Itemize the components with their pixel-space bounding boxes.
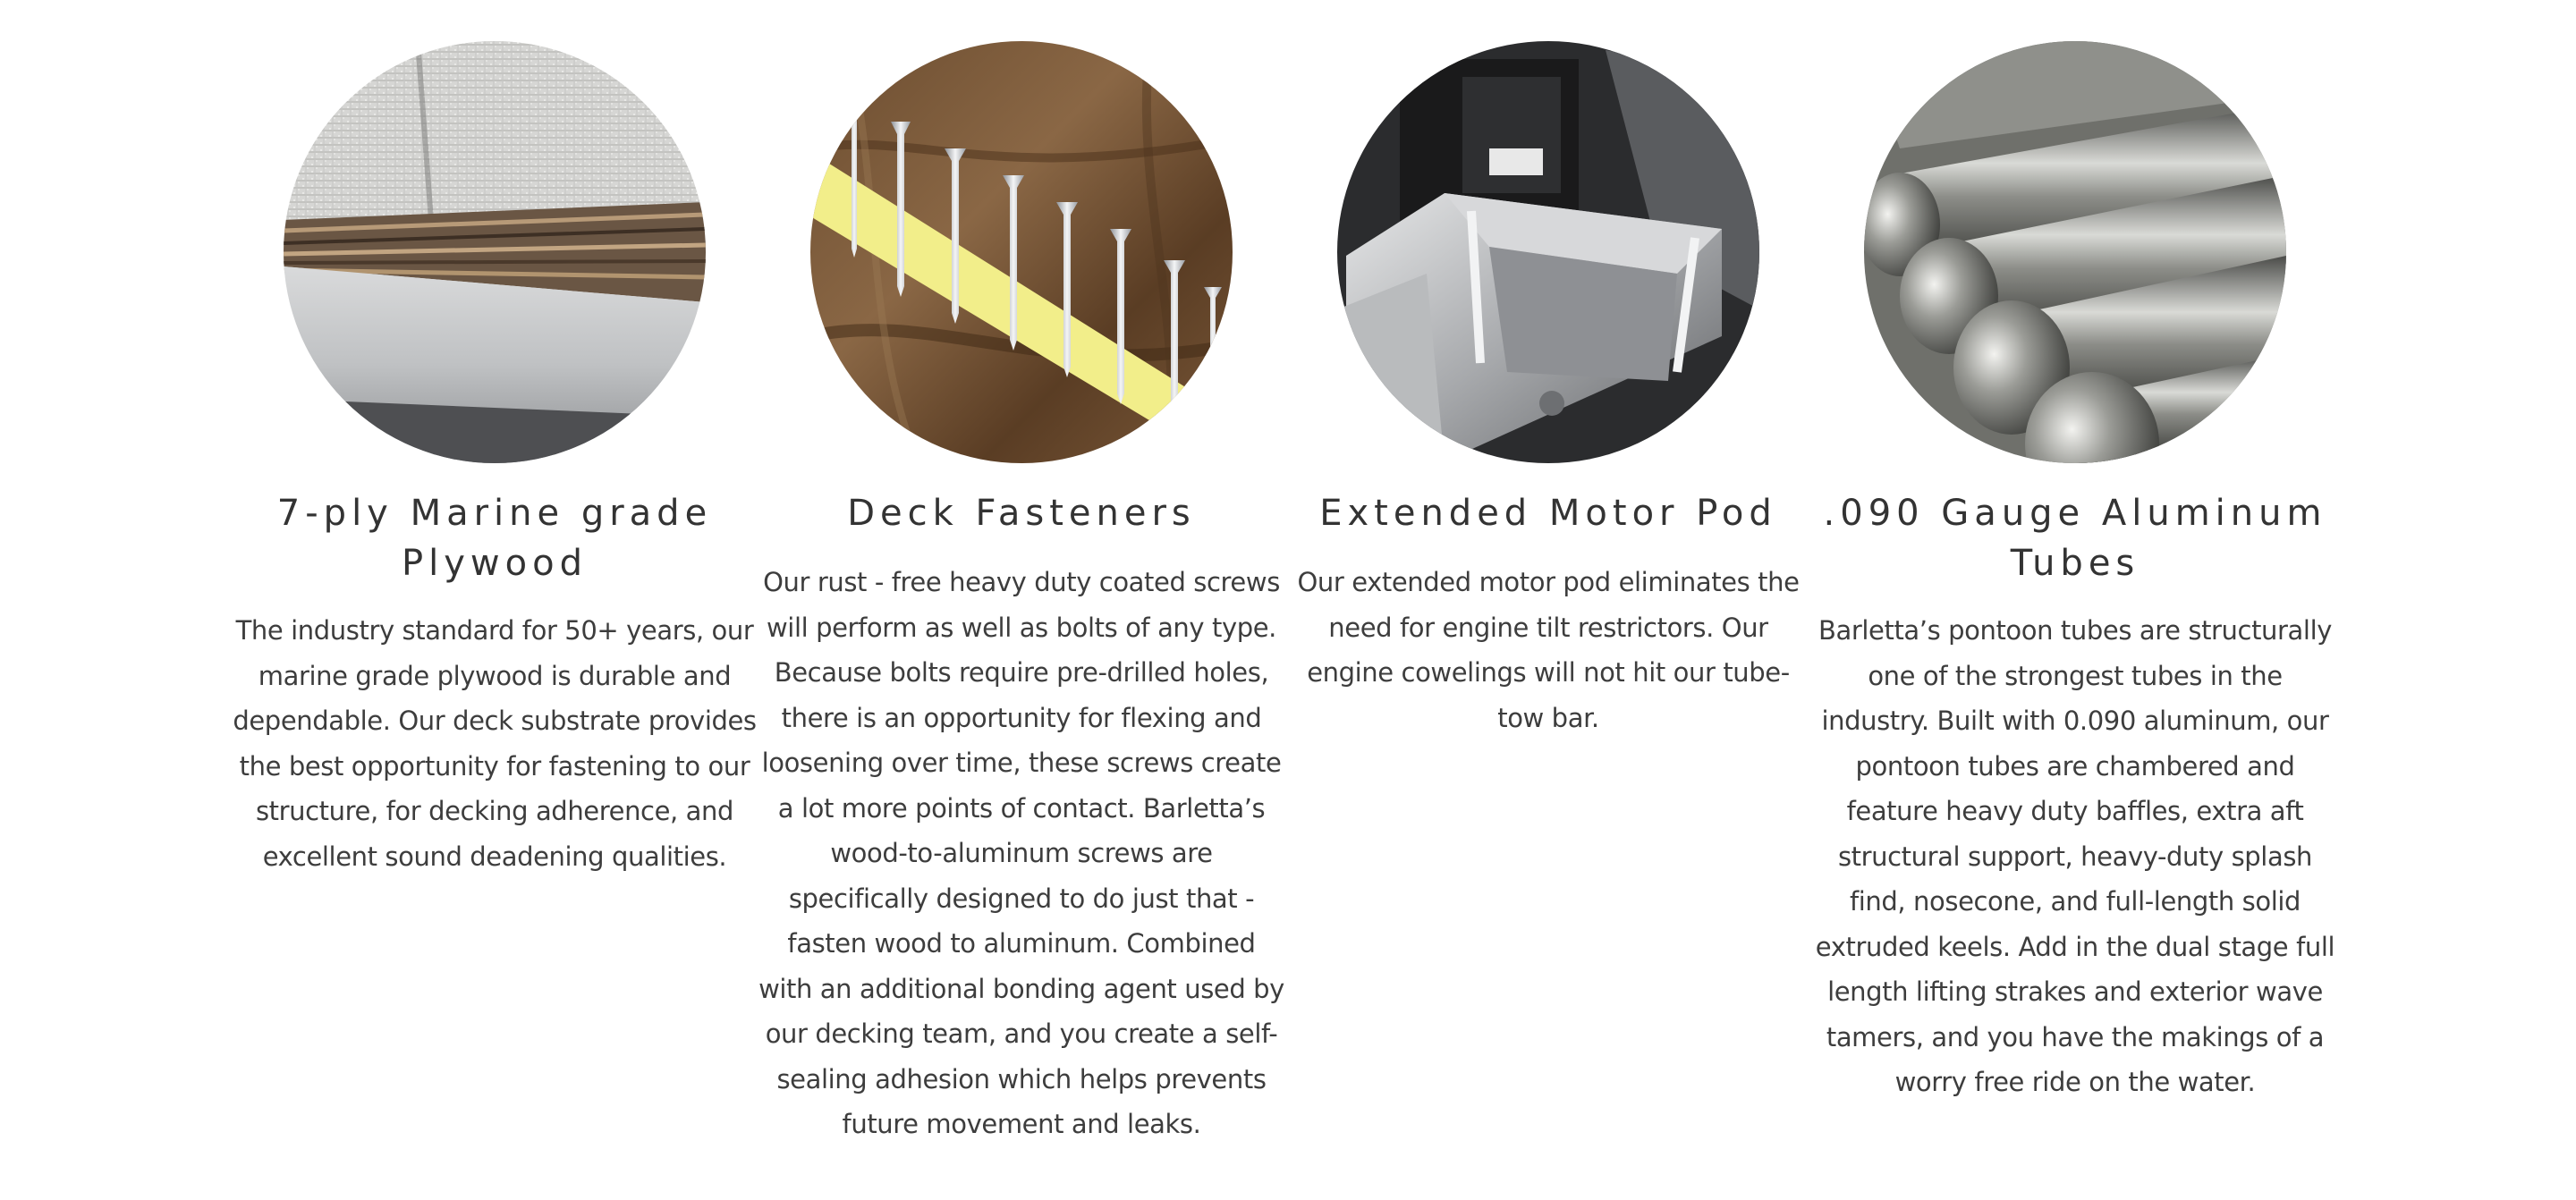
feature-title: Extended Motor Pod (1319, 493, 1777, 534)
motor-pod-photo (1337, 41, 1759, 463)
feature-title: .090 Gauge Aluminum Tubes (1823, 493, 2327, 584)
feature-description: Barletta’s pontoon tubes are structurally one of the strongest tubes in the industry. Built with 0.090 aluminum, our pontoon tubes are chambered and feature heavy duty baffles, extra aft structural support, heavy-duty splash find, nosecone, and full-length solid extruded keels. Add in the dual stage full length lifting strakes and exterior wave tamers, and you have the makings of a worry free ride on the water. (1815, 615, 2335, 1097)
plywood-photo (284, 41, 706, 463)
feature-description: Our extended motor pod eliminates the need for engine tilt restrictors. Our engine cowelings will not hit our tube-tow bar. (1297, 567, 1800, 733)
feature-title: Deck Fasteners (847, 493, 1196, 534)
feature-description: The industry standard for 50+ years, our marine grade plywood is durable and dependable. Our deck substrate provides the best opportunity for fastening to our structure, for decking adherence, and excellent sound deadening qualities. (233, 615, 757, 872)
feature-description: Our rust - free heavy duty coated screws will perform as well as bolts of any type. Because bolts require pre-drilled holes, there is an opportunity for flexing and loosening over time, these screws create a lot more points of contact. Barletta’s wood-to-aluminum screws are specifically designed to do just that - fasten wood to aluminum. Combined with an additional bonding agent used by our decking team, and you create a self-sealing adhesion which helps prevents future movement and leaks. (758, 567, 1284, 1139)
deck-fasteners-photo (810, 41, 1233, 463)
feature-title: 7-ply Marine grade Plywood (276, 493, 713, 584)
aluminum-tubes-photo (1864, 41, 2286, 463)
